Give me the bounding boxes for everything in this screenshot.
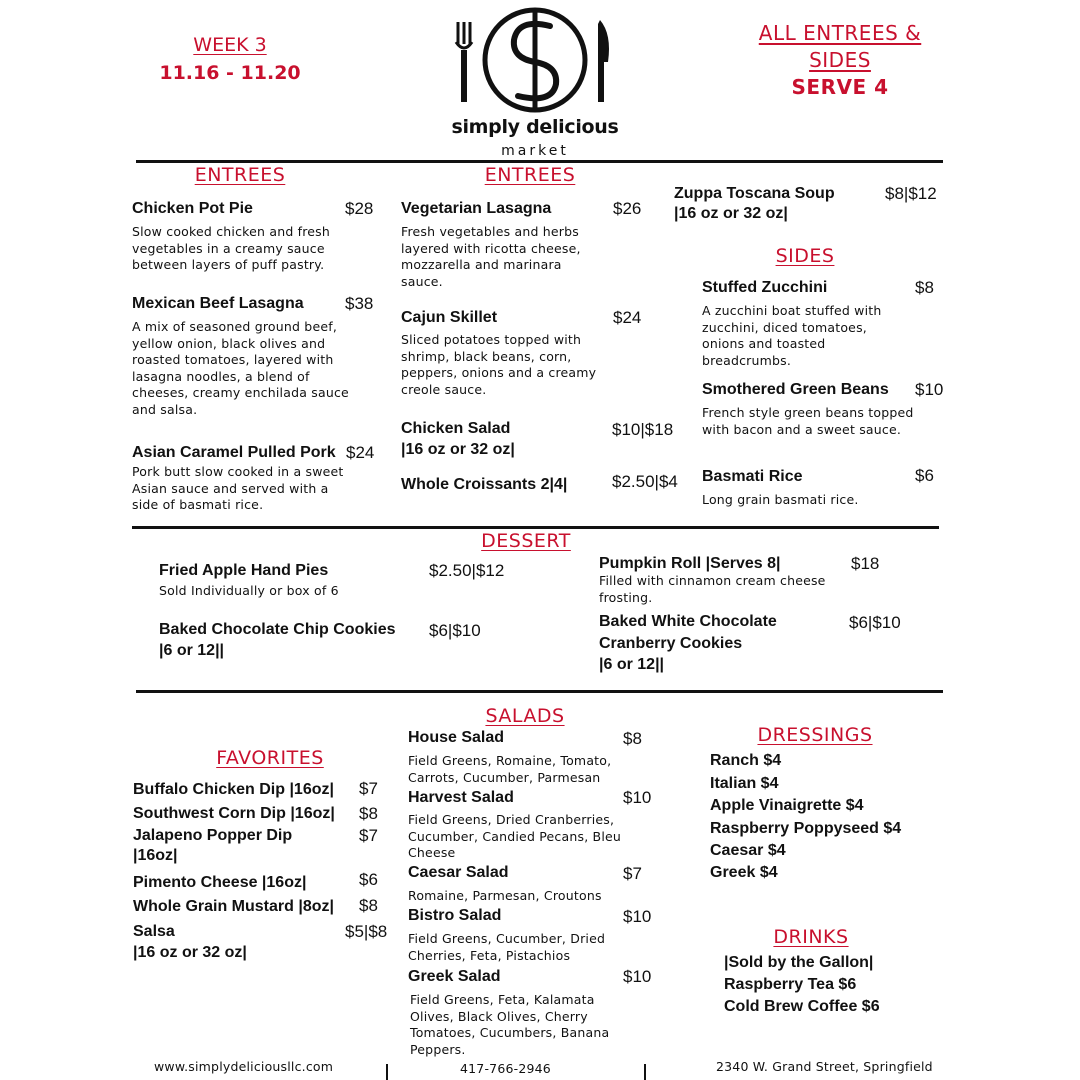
salads-heading: SALADS (485, 705, 565, 727)
item-price: $8 (915, 278, 934, 297)
item-name: Buffalo Chicken Dip |16oz| (133, 781, 334, 798)
item-description: Pork butt slow cooked in a sweet Asian sauce and served with a side of basmati rice. (132, 464, 344, 512)
item-name: Mexican Beef Lasagna (132, 295, 304, 312)
footer-separator (644, 1064, 646, 1080)
item-description: Field Greens, Romaine, Tomato, Carrots, Cucumber, Parmesan (408, 753, 612, 785)
brand-subtitle: market (501, 143, 569, 159)
item-name: Bistro Salad (408, 907, 502, 924)
item-name: Harvest Salad (408, 789, 514, 806)
soup-size: |16 oz or 32 oz| (674, 205, 788, 222)
item-price: $10 (623, 967, 652, 986)
item-price: $2.50|$4 (612, 472, 678, 491)
item-name: Jalapeno Popper Dip (133, 827, 293, 844)
item-name: Greek Salad (408, 968, 501, 985)
item-price: $10 (623, 907, 652, 926)
item-name: Smothered Green Beans (702, 381, 889, 398)
item-price: $28 (345, 199, 374, 218)
item-name: Asian Caramel Pulled Pork (132, 444, 336, 461)
soup-name: Zuppa Toscana Soup (674, 185, 835, 202)
item-name: Pimento Cheese |16oz| (133, 874, 307, 891)
entrees-left-heading: ENTREES (194, 164, 286, 186)
serve-line-3: SERVE 4 (791, 75, 889, 99)
item-name: Whole Croissants 2|4| (401, 476, 568, 493)
dressing-item: Greek $4 (710, 864, 778, 881)
item-price: $7 (623, 864, 642, 883)
dressing-item: Raspberry Poppyseed $4 (710, 820, 902, 837)
dressing-item: Italian $4 (710, 775, 779, 792)
item-price: $7 (359, 779, 378, 798)
item-price: $6 (359, 870, 378, 889)
item-price: $8 (359, 896, 378, 915)
footer-website[interactable]: www.simplydeliciousllc.com (154, 1059, 334, 1074)
serve-notice (740, 20, 940, 101)
item-description: A zucchini boat stuffed with zucchini, diced tomatoes, onions and toasted breadcrumbs. (702, 303, 882, 368)
item-name: Whole Grain Mustard |8oz| (133, 898, 334, 915)
serve-line-2: SIDES (809, 48, 871, 72)
item-name: Basmati Rice (702, 468, 803, 485)
dressing-item: Caesar $4 (710, 842, 786, 859)
item-description: Field Greens, Dried Cranberries, Cucumber, Candied Pecans, Bleu Cheese (408, 812, 622, 860)
item-description: Fresh vegetables and herbs layered with ricotta cheese, mozzarella and marinara sauce. (401, 224, 581, 289)
dressing-item: Apple Vinaigrette $4 (710, 797, 864, 814)
item-description: Long grain basmati rice. (702, 492, 859, 507)
serve-line-1: ALL ENTREES & (758, 21, 922, 45)
item-price: $2.50|$12 (429, 561, 505, 580)
item-name-line2: Cranberry Cookies (599, 635, 743, 652)
item-price: $6 (915, 466, 934, 485)
dressings-heading: DRESSINGS (757, 724, 873, 746)
item-price: $24 (613, 308, 642, 327)
item-name: Pumpkin Roll |Serves 8| (599, 555, 781, 572)
item-price: $18 (851, 554, 880, 573)
item-name: Vegetarian Lasagna (401, 200, 552, 217)
sides-heading: SIDES (775, 245, 835, 267)
item-description: Sold Individually or box of 6 (159, 583, 339, 598)
item-name: Chicken Salad (401, 420, 511, 437)
item-price: $7 (359, 826, 378, 845)
item-description: French style green beans topped with bacon and a sweet sauce. (702, 405, 914, 437)
item-name-size: |6 or 12|| (159, 642, 225, 659)
item-description: Field Greens, Feta, Kalamata Olives, Black Olives, Cherry Tomatoes, Cucumbers, Banana Peppers. (410, 992, 610, 1057)
item-price: $6|$10 (429, 621, 481, 640)
drink-item: Cold Brew Coffee $6 (724, 998, 880, 1015)
dressing-item: Ranch $4 (710, 752, 782, 769)
item-name: Baked Chocolate Chip Cookies (159, 621, 396, 638)
knife-icon (598, 20, 609, 102)
item-name: House Salad (408, 729, 505, 746)
item-name: Salsa (133, 923, 175, 940)
item-price: $10|$18 (612, 420, 674, 439)
item-description: Sliced potatoes topped with shrimp, black beans, corn, peppers, onions and a creamy creole sauce. (401, 332, 597, 397)
item-description: Romaine, Parmesan, Croutons (408, 888, 602, 903)
item-price: $8 (359, 804, 378, 823)
footer-address: 2340 W. Grand Street, Springfield (716, 1059, 933, 1074)
dessert-heading: DESSERT (481, 530, 571, 552)
item-name: Cajun Skillet (401, 309, 498, 326)
fork-icon (456, 22, 472, 48)
item-description: Field Greens, Cucumber, Dried Cherries, Feta, Pistachios (408, 931, 606, 963)
item-name-size: |16oz| (133, 847, 178, 864)
item-name: Baked White Chocolate (599, 613, 777, 630)
item-description: A mix of seasoned ground beef, yellow onion, black olives and roasted tomatoes, layered with lasagna noodles, a blend of cheeses, creamy enchilada sauce and salsa. (132, 319, 349, 417)
item-price: $5|$8 (345, 922, 388, 941)
item-price: $10 (623, 788, 652, 807)
top-divider (136, 160, 943, 163)
dessert-top-divider (132, 526, 939, 529)
item-name-size: |6 or 12|| (599, 656, 665, 673)
brand-logo (440, 4, 630, 116)
drink-item: Raspberry Tea $6 (724, 976, 857, 993)
item-name-size: |16 oz or 32 oz| (401, 441, 515, 458)
item-name: Caesar Salad (408, 864, 509, 881)
item-description: Slow cooked chicken and fresh vegetables in a creamy sauce between layers of puff pastry. (132, 224, 331, 272)
drinks-heading: DRINKS (773, 926, 849, 948)
item-price: $38 (345, 294, 374, 313)
week-label: WEEK 3 (193, 34, 267, 56)
favorites-heading: FAVORITES (216, 747, 324, 769)
item-name: Southwest Corn Dip |16oz| (133, 805, 335, 822)
soup-price: $8|$12 (885, 184, 937, 203)
item-price: $10 (915, 380, 944, 399)
week-dates: 11.16 - 11.20 (159, 62, 301, 84)
item-price: $26 (613, 199, 642, 218)
item-price: $6|$10 (849, 613, 901, 632)
item-price: $24 (346, 443, 375, 462)
item-name: Stuffed Zucchini (702, 279, 828, 296)
footer-phone[interactable]: 417-766-2946 (460, 1061, 551, 1076)
item-price: $8 (623, 729, 642, 748)
item-name: Chicken Pot Pie (132, 200, 253, 217)
item-name-size: |16 oz or 32 oz| (133, 944, 247, 961)
drink-item: |Sold by the Gallon| (724, 954, 874, 971)
footer-separator (386, 1064, 388, 1080)
entrees-mid-heading: ENTREES (484, 164, 576, 186)
item-description: Filled with cinnamon cream cheese frosting. (599, 573, 826, 605)
brand-name: simply delicious (451, 116, 619, 138)
dessert-bottom-divider (136, 690, 943, 693)
item-name: Fried Apple Hand Pies (159, 562, 329, 579)
